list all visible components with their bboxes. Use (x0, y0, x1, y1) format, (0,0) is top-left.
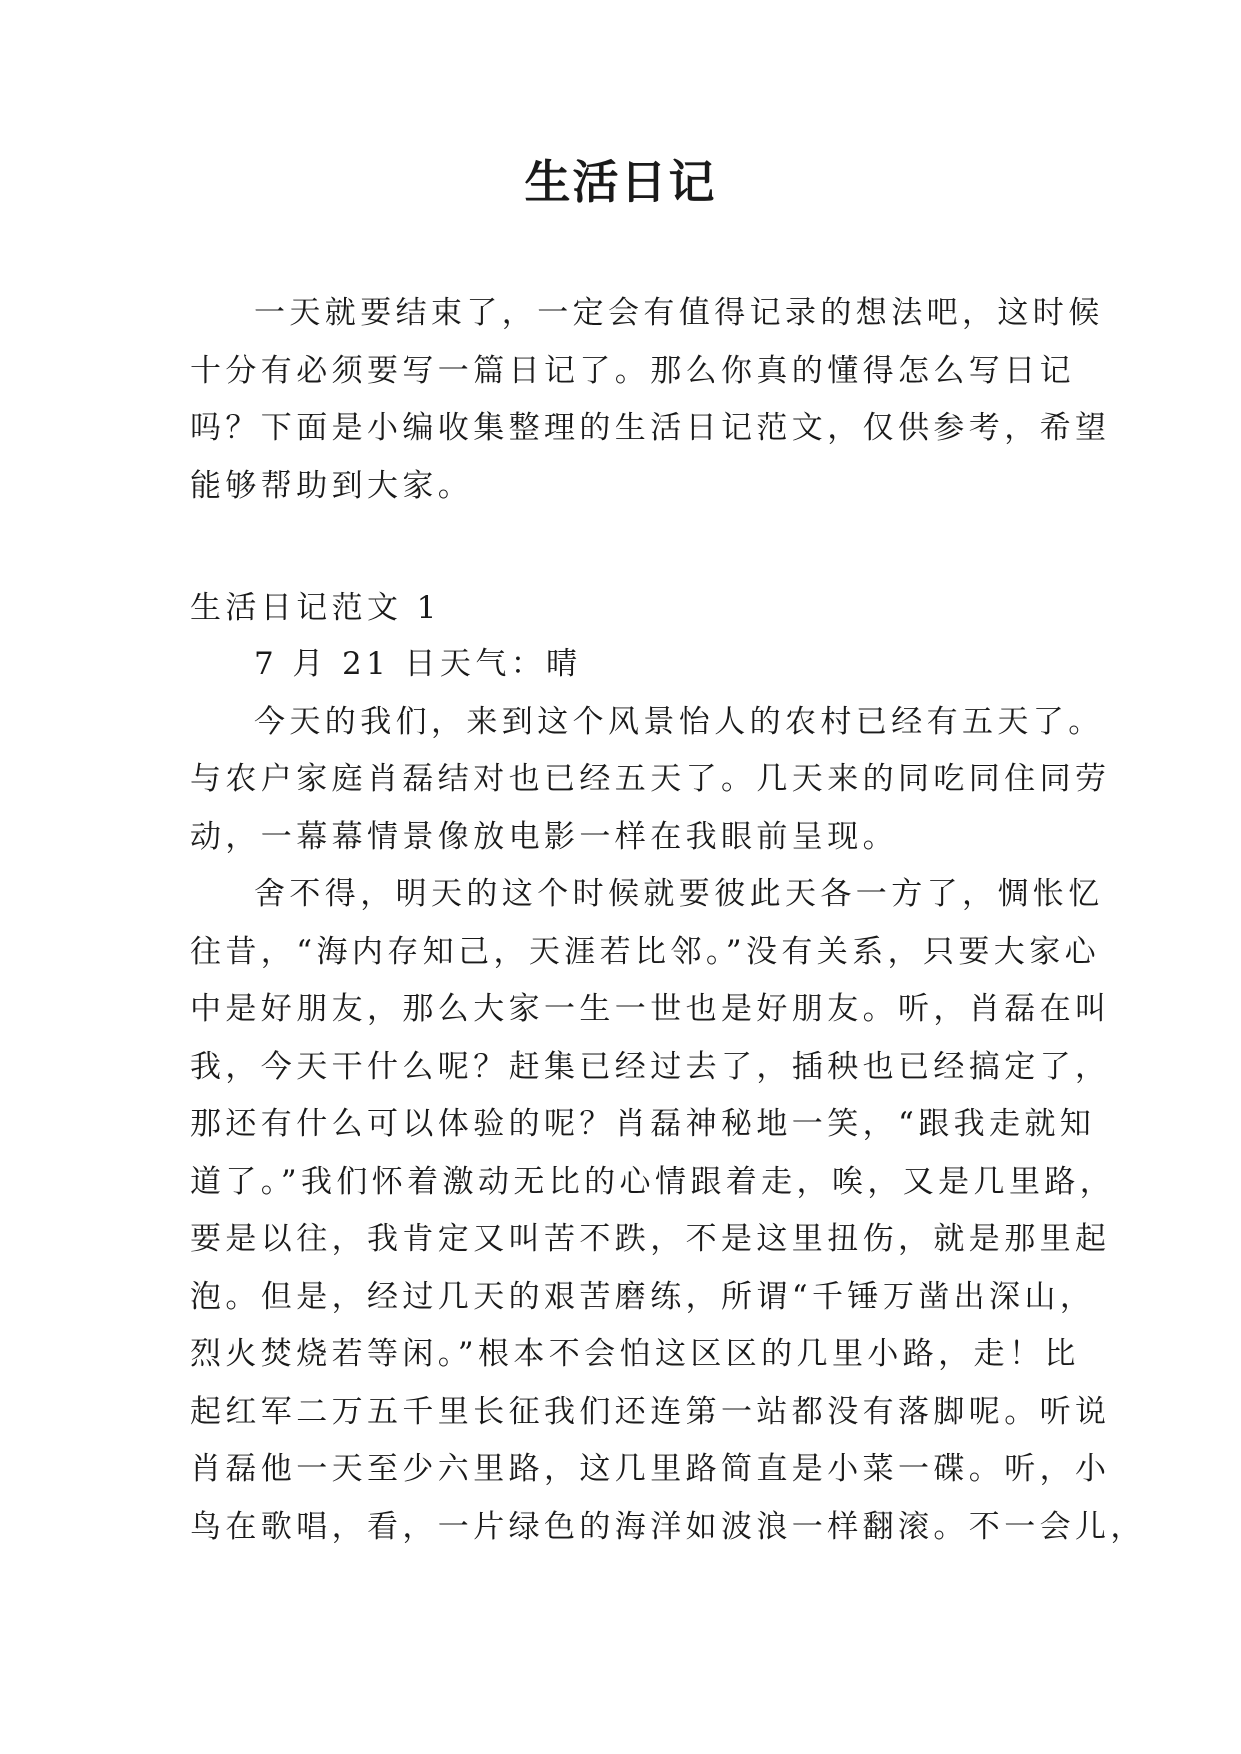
intro-line: 吗？下面是小编收集整理的生活日记范文，仅供参考，希望 (190, 410, 1111, 446)
intro-line: 十分有必须要写一篇日记了。那么你真的懂得怎么写日记 (190, 352, 1075, 389)
story-line: 起红军二万五千里长征我们还连第一站都没有落脚呢。听说 (190, 1393, 1111, 1430)
story-line: 肖磊他一天至少六里路，这几里路简直是小菜一碟。听，小 (190, 1451, 1111, 1487)
diary-entry (190, 636, 1146, 1556)
story-line: 往昔，“海内存知己，天涯若比邻。”没有关系，只要大家心 (190, 933, 1100, 970)
story-line: 今天的我们，来到这个风景怡人的农村已经有五天了。 (254, 703, 1104, 740)
story-line: 舍不得，明天的这个时候就要彼此天各一方了，惆怅忆 (254, 876, 1104, 912)
page-title: 生活日记 (524, 155, 717, 209)
intro-line: 一天就要结束了，一定会有值得记录的想法吧，这时候 (254, 295, 1104, 331)
section-heading: 生活日记范文 1 (190, 590, 441, 626)
date-weather-line: 7 月 21 日天气：晴 (254, 646, 582, 682)
story-line: 泡。但是，经过几天的艰苦磨练，所谓“千锤万凿出深山， (190, 1278, 1096, 1315)
story-line: 中是好朋友，那么大家一生一世也是好朋友。听，肖磊在叫 (190, 991, 1111, 1027)
story-line: 那还有什么可以体验的呢？肖磊神秘地一笑，“跟我走就知 (190, 1106, 1096, 1142)
story-line: 与农户家庭肖磊结对也已经五天了。几天来的同吃同住同劳 (190, 761, 1111, 797)
story-line: 道了。”我们怀着激动无比的心情跟着走，唉，又是几里路， (190, 1163, 1116, 1200)
story-line: 烈火焚烧若等闲。”根本不会怕这区区的几里小路，走！比 (190, 1336, 1080, 1372)
story-line: 我，今天干什么呢？赶集已经过去了，插秧也已经搞定了， (190, 1048, 1111, 1085)
section-heading-block (190, 580, 1052, 638)
intro-line: 能够帮助到大家。 (190, 467, 474, 504)
story-line: 动，一幕幕情景像放电影一样在我眼前呈现。 (190, 818, 898, 855)
story-line: 要是以往，我肯定又叫苦不跌，不是这里扭伤，就是那里起 (190, 1221, 1111, 1257)
intro-paragraph (190, 285, 1111, 515)
story-line: 鸟在歌唱，看，一片绿色的海洋如波浪一样翻滚。不一会儿， (190, 1508, 1146, 1545)
